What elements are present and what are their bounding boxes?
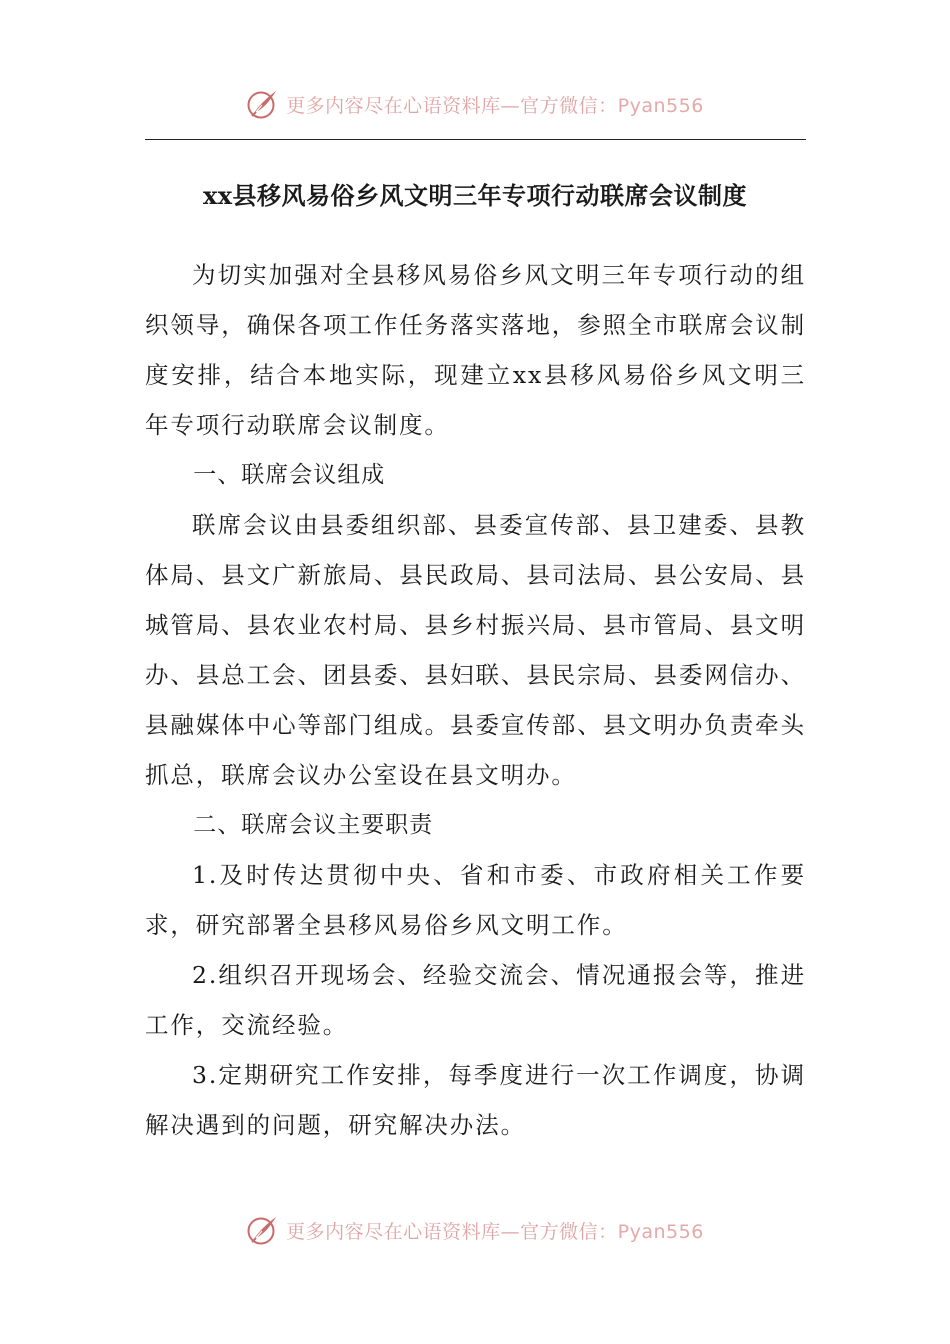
watermark-wechat-id: Pyan556 <box>617 1220 704 1243</box>
header-watermark <box>0 84 950 124</box>
intro-paragraph: 为切实加强对全县移风易俗乡风文明三年专项行动的组织领导，确保各项工作任务落实落地，参照全市联席会议制度安排，结合本地实际，现建立xx县移风易俗乡风文明三年专项行动联席会议制度。 <box>145 261 806 439</box>
watermark-wechat-id: Pyan556 <box>617 94 704 117</box>
document-body <box>145 250 806 1150</box>
section-1-paragraph: 联席会议由县委组织部、县委宣传部、县卫建委、县教体局、县文广新旅局、县民政局、县司法局、县公安局、县城管局、县农业农村局、县乡村振兴局、县市管局、县文明办、县总工会、团县委、县妇联、县民宗局、县委网信办、县融媒体中心等部门组成。县委宣传部、县文明办负责牵头抓总，联席会议办公室设在县文明办。 <box>145 511 806 789</box>
duty-item-1: 1.及时传达贯彻中央、省和市委、市政府相关工作要求，研究部署全县移风易俗乡风文明工作。 <box>145 861 806 939</box>
document-title: xx县移风易俗乡风文明三年专项行动联席会议制度 <box>202 181 748 210</box>
section-1-heading: 一、联席会议组成 <box>193 462 386 488</box>
watermark-text: 更多内容尽在心语资料库—官方微信：Pyan556 <box>286 94 704 117</box>
section-2-heading: 二、联席会议主要职责 <box>193 812 434 838</box>
quill-pen-logo-icon <box>246 1213 280 1247</box>
footer-watermark <box>0 1210 950 1250</box>
duty-item-3: 3.定期研究工作安排，每季度进行一次工作调度，协调解决遇到的问题，研究解决办法。 <box>145 1061 806 1139</box>
quill-pen-logo-icon <box>246 87 280 121</box>
header-divider <box>145 139 806 140</box>
duty-item-2: 2.组织召开现场会、经验交流会、情况通报会等，推进工作，交流经验。 <box>145 961 806 1039</box>
watermark-text: 更多内容尽在心语资料库—官方微信：Pyan556 <box>286 1220 704 1243</box>
